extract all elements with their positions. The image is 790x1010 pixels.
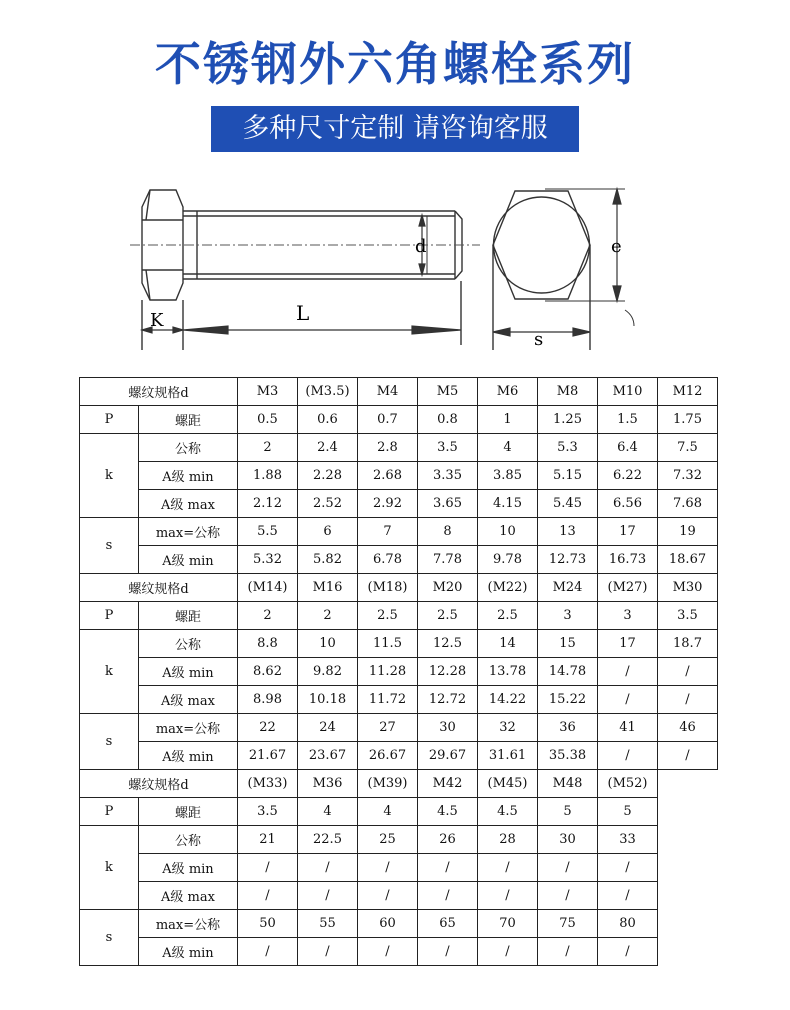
value-cell: 3.5 [238, 798, 298, 826]
empty-cell [658, 798, 718, 826]
row-label-cell: A级 min [139, 938, 238, 966]
group-label-cell: k [80, 826, 139, 910]
value-cell: 4 [298, 798, 358, 826]
value-cell: 0.7 [358, 406, 418, 434]
empty-cell [658, 938, 718, 966]
value-cell: / [598, 742, 658, 770]
value-cell: / [598, 938, 658, 966]
value-cell: 29.67 [418, 742, 478, 770]
table-header-row [80, 574, 718, 602]
dimension-arrows-top [493, 189, 621, 336]
value-cell: 50 [238, 910, 298, 938]
size-header-cell: (M22) [478, 574, 538, 602]
value-cell: 22.5 [298, 826, 358, 854]
value-cell: 33 [598, 826, 658, 854]
row-label-cell: A级 max [139, 882, 238, 910]
group-label-cell: P [80, 406, 139, 434]
value-cell: 12.72 [418, 686, 478, 714]
view-arc [625, 310, 634, 326]
row-label-cell: max=公称 [139, 714, 238, 742]
dim-label-e: e [611, 236, 622, 257]
value-cell: 6.78 [358, 546, 418, 574]
size-header-cell: (M3.5) [298, 378, 358, 406]
value-cell: 0.5 [238, 406, 298, 434]
value-cell: / [238, 854, 298, 882]
value-cell: 12.5 [418, 630, 478, 658]
dim-label-s: s [534, 329, 544, 350]
spec-label-cell: 螺纹规格d [80, 378, 238, 406]
group-label-cell: P [80, 602, 139, 630]
value-cell: 2.92 [358, 490, 418, 518]
size-header-cell: (M14) [238, 574, 298, 602]
value-cell: 6.22 [598, 462, 658, 490]
value-cell: 2.68 [358, 462, 418, 490]
value-cell: / [658, 742, 718, 770]
group-label-cell: P [80, 798, 139, 826]
table-row [80, 938, 718, 966]
size-header-cell: M12 [658, 378, 718, 406]
value-cell: 19 [658, 518, 718, 546]
value-cell: 35.38 [538, 742, 598, 770]
value-cell: 4 [478, 434, 538, 462]
value-cell: 65 [418, 910, 478, 938]
value-cell: 11.28 [358, 658, 418, 686]
size-header-cell: (M33) [238, 770, 298, 798]
value-cell: 5 [598, 798, 658, 826]
value-cell: 0.6 [298, 406, 358, 434]
value-cell: 25 [358, 826, 418, 854]
value-cell: / [298, 854, 358, 882]
value-cell: / [358, 882, 418, 910]
spec-label-cell: 螺纹规格d [80, 574, 238, 602]
value-cell: 7.32 [658, 462, 718, 490]
size-header-cell: (M27) [598, 574, 658, 602]
size-header-cell: M6 [478, 378, 538, 406]
value-cell: 5 [538, 798, 598, 826]
value-cell: 2 [238, 602, 298, 630]
table-row [80, 406, 718, 434]
value-cell: 3 [538, 602, 598, 630]
value-cell: 2.28 [298, 462, 358, 490]
dim-label-k: K [150, 310, 164, 331]
value-cell: 17 [598, 518, 658, 546]
value-cell: 26 [418, 826, 478, 854]
value-cell: / [358, 854, 418, 882]
size-header-cell: (M39) [358, 770, 418, 798]
value-cell: 15 [538, 630, 598, 658]
value-cell: 24 [298, 714, 358, 742]
size-header-cell: M10 [598, 378, 658, 406]
table-header-row [80, 378, 718, 406]
value-cell: 22 [238, 714, 298, 742]
empty-cell [658, 882, 718, 910]
value-cell: 5.82 [298, 546, 358, 574]
value-cell: / [478, 854, 538, 882]
row-label-cell: A级 min [139, 854, 238, 882]
value-cell: 1 [478, 406, 538, 434]
value-cell: 8.62 [238, 658, 298, 686]
value-cell: 11.72 [358, 686, 418, 714]
value-cell: 8.98 [238, 686, 298, 714]
value-cell: 7.68 [658, 490, 718, 518]
row-label-cell: A级 max [139, 490, 238, 518]
value-cell: 14.22 [478, 686, 538, 714]
value-cell: 14 [478, 630, 538, 658]
value-cell: 26.67 [358, 742, 418, 770]
value-cell: 9.78 [478, 546, 538, 574]
table-row [80, 490, 718, 518]
table-row [80, 686, 718, 714]
value-cell: 31.61 [478, 742, 538, 770]
value-cell: / [538, 882, 598, 910]
size-header-cell: (M52) [598, 770, 658, 798]
value-cell: 41 [598, 714, 658, 742]
value-cell: 32 [478, 714, 538, 742]
value-cell: 23.67 [298, 742, 358, 770]
value-cell: 7 [358, 518, 418, 546]
value-cell: 12.73 [538, 546, 598, 574]
value-cell: 3.65 [418, 490, 478, 518]
value-cell: 4.15 [478, 490, 538, 518]
dim-label-l: L [296, 301, 310, 325]
value-cell: 70 [478, 910, 538, 938]
size-header-cell: M16 [298, 574, 358, 602]
value-cell: 27 [358, 714, 418, 742]
value-cell: 30 [418, 714, 478, 742]
value-cell: 10 [478, 518, 538, 546]
value-cell: 7.78 [418, 546, 478, 574]
value-cell: 2.8 [358, 434, 418, 462]
size-header-cell: M4 [358, 378, 418, 406]
value-cell: 1.88 [238, 462, 298, 490]
dim-label-d: d [415, 236, 427, 257]
table-row [80, 546, 718, 574]
value-cell: / [418, 882, 478, 910]
value-cell: / [538, 854, 598, 882]
size-header-cell: M30 [658, 574, 718, 602]
spec-label-cell: 螺纹规格d [80, 770, 238, 798]
row-label-cell: max=公称 [139, 518, 238, 546]
value-cell: / [658, 686, 718, 714]
value-cell: 30 [538, 826, 598, 854]
empty-cell [658, 770, 718, 798]
value-cell: 9.82 [298, 658, 358, 686]
row-label-cell: 公称 [139, 826, 238, 854]
value-cell: / [658, 658, 718, 686]
value-cell: / [538, 938, 598, 966]
value-cell: 13.78 [478, 658, 538, 686]
size-header-cell: M3 [238, 378, 298, 406]
table-row [80, 910, 718, 938]
table-row [80, 462, 718, 490]
value-cell: 21.67 [238, 742, 298, 770]
value-cell: 6 [298, 518, 358, 546]
value-cell: 11.5 [358, 630, 418, 658]
table-header-row [80, 770, 718, 798]
value-cell: 5.45 [538, 490, 598, 518]
value-cell: / [598, 686, 658, 714]
value-cell: 12.28 [418, 658, 478, 686]
value-cell: 14.78 [538, 658, 598, 686]
value-cell: 4 [358, 798, 418, 826]
row-label-cell: 公称 [139, 630, 238, 658]
value-cell: 2.12 [238, 490, 298, 518]
value-cell: 80 [598, 910, 658, 938]
value-cell: 6.56 [598, 490, 658, 518]
value-cell: 2.5 [418, 602, 478, 630]
empty-cell [658, 826, 718, 854]
spec-table-1 [79, 377, 718, 574]
value-cell: 10 [298, 630, 358, 658]
value-cell: 3.35 [418, 462, 478, 490]
value-cell: 2.5 [478, 602, 538, 630]
value-cell: / [418, 854, 478, 882]
value-cell: / [358, 938, 418, 966]
value-cell: 5.15 [538, 462, 598, 490]
size-header-cell: M48 [538, 770, 598, 798]
row-label-cell: A级 min [139, 742, 238, 770]
value-cell: 17 [598, 630, 658, 658]
value-cell: 5.5 [238, 518, 298, 546]
table-row [80, 742, 718, 770]
value-cell: / [298, 938, 358, 966]
group-label-cell: s [80, 714, 139, 770]
size-header-cell: M36 [298, 770, 358, 798]
row-label-cell: 螺距 [139, 798, 238, 826]
value-cell: 8.8 [238, 630, 298, 658]
table-row [80, 882, 718, 910]
table-row [80, 714, 718, 742]
row-label-cell: 螺距 [139, 602, 238, 630]
size-header-cell: M42 [418, 770, 478, 798]
row-label-cell: 螺距 [139, 406, 238, 434]
row-label-cell: A级 max [139, 686, 238, 714]
table-row [80, 518, 718, 546]
value-cell: / [598, 854, 658, 882]
size-header-cell: M20 [418, 574, 478, 602]
value-cell: 0.8 [418, 406, 478, 434]
value-cell: 21 [238, 826, 298, 854]
value-cell: 16.73 [598, 546, 658, 574]
size-header-cell: M8 [538, 378, 598, 406]
value-cell: 5.3 [538, 434, 598, 462]
value-cell: 28 [478, 826, 538, 854]
value-cell: / [478, 938, 538, 966]
table-row [80, 630, 718, 658]
bolt-head-top-view [493, 189, 625, 350]
bolt-dimension-diagram [0, 0, 790, 370]
table-row [80, 602, 718, 630]
spec-table-3 [79, 769, 718, 966]
subtitle-text: 多种尺寸定制 请咨询客服 [242, 113, 548, 144]
value-cell: 1.75 [658, 406, 718, 434]
value-cell: / [238, 938, 298, 966]
value-cell: 8 [418, 518, 478, 546]
value-cell: 5.32 [238, 546, 298, 574]
value-cell: 2 [238, 434, 298, 462]
value-cell: / [418, 938, 478, 966]
size-header-cell: (M18) [358, 574, 418, 602]
value-cell: 2.52 [298, 490, 358, 518]
page-title: 不锈钢外六角螺栓系列 [155, 37, 635, 91]
empty-cell [658, 854, 718, 882]
empty-cell [658, 910, 718, 938]
value-cell: / [478, 882, 538, 910]
value-cell: 7.5 [658, 434, 718, 462]
value-cell: 4.5 [418, 798, 478, 826]
value-cell: / [298, 882, 358, 910]
value-cell: / [598, 882, 658, 910]
value-cell: / [598, 658, 658, 686]
value-cell: 55 [298, 910, 358, 938]
group-label-cell: k [80, 630, 139, 714]
spec-table-2 [79, 573, 718, 770]
value-cell: 3 [598, 602, 658, 630]
table-row [80, 826, 718, 854]
value-cell: 1.5 [598, 406, 658, 434]
table-row [80, 658, 718, 686]
value-cell: 3.5 [418, 434, 478, 462]
value-cell: 13 [538, 518, 598, 546]
value-cell: 4.5 [478, 798, 538, 826]
size-header-cell: M5 [418, 378, 478, 406]
row-label-cell: max=公称 [139, 910, 238, 938]
row-label-cell: A级 min [139, 658, 238, 686]
value-cell: 18.7 [658, 630, 718, 658]
value-cell: 60 [358, 910, 418, 938]
value-cell: 2.5 [358, 602, 418, 630]
value-cell: 46 [658, 714, 718, 742]
value-cell: 10.18 [298, 686, 358, 714]
value-cell: 36 [538, 714, 598, 742]
value-cell: / [238, 882, 298, 910]
row-label-cell: 公称 [139, 434, 238, 462]
value-cell: 18.67 [658, 546, 718, 574]
size-header-cell: M24 [538, 574, 598, 602]
group-label-cell: k [80, 434, 139, 518]
value-cell: 2 [298, 602, 358, 630]
row-label-cell: A级 min [139, 462, 238, 490]
table-row [80, 434, 718, 462]
value-cell: 2.4 [298, 434, 358, 462]
row-label-cell: A级 min [139, 546, 238, 574]
table-row [80, 798, 718, 826]
value-cell: 3.5 [658, 602, 718, 630]
value-cell: 75 [538, 910, 598, 938]
size-header-cell: (M45) [478, 770, 538, 798]
group-label-cell: s [80, 910, 139, 966]
value-cell: 1.25 [538, 406, 598, 434]
table-row [80, 854, 718, 882]
group-label-cell: s [80, 518, 139, 574]
value-cell: 6.4 [598, 434, 658, 462]
value-cell: 15.22 [538, 686, 598, 714]
value-cell: 3.85 [478, 462, 538, 490]
